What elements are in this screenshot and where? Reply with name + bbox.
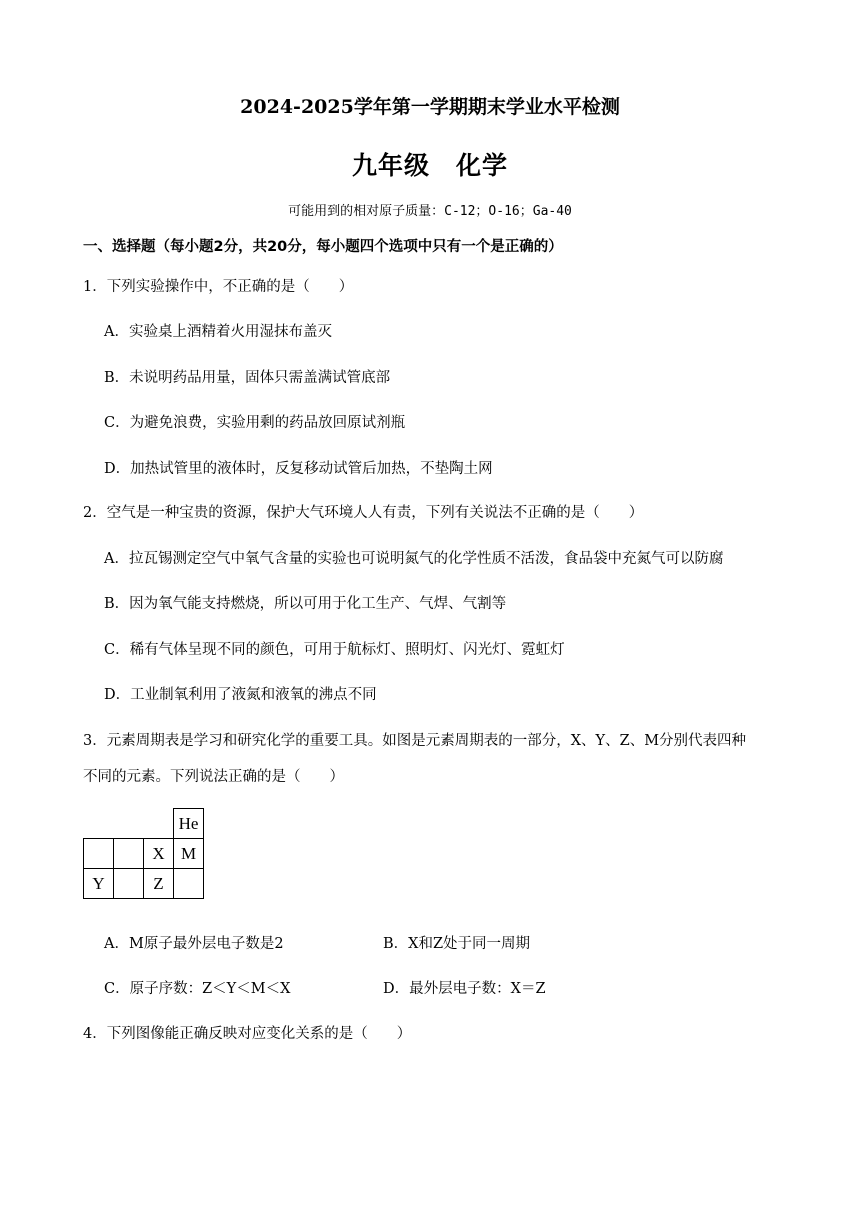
question-2-option-d: D．工业制氧利用了液氮和液氧的沸点不同 [104,687,377,703]
question-3-option-a: A．M原子最外层电子数是2 [104,936,284,952]
question-2-option-c: C．稀有气体呈现不同的颜色，可用于航标灯、照明灯、闪光灯、霓虹灯 [104,642,565,658]
exam-title: 2024-2025学年第一学期期末学业水平检测 [240,96,620,118]
question-3-option-d: D．最外层电子数：X＝Z [383,981,546,997]
exam-subtitle: 九年级 化学 [351,151,508,180]
pt-cell-r1c2 [114,809,144,839]
atomic-masses: 可能用到的相对原子质量：C-12；O-16；Ga-40 [288,204,572,219]
section-heading: 一、选择题（每小题2分，共20分，每小题四个选项中只有一个是正确的） [83,239,563,255]
question-1-option-c: C．为避免浪费，实验用剩的药品放回原试剂瓶 [104,415,406,431]
question-2-stem: 2．空气是一种宝贵的资源，保护大气环境人人有责，下列有关说法不正确的是（ ） [83,505,644,521]
pt-cell-z: Z [144,869,174,899]
pt-cell-x: X [144,839,174,869]
question-3-stem-line2: 不同的元素。下列说法正确的是（ ） [83,769,344,785]
pt-cell-r1c3 [144,809,174,839]
pt-cell-y: Y [84,869,114,899]
question-1-option-b: B．未说明药品用量，固体只需盖满试管底部 [104,370,391,386]
question-3-stem-line1: 3．元素周期表是学习和研究化学的重要工具。如图是元素周期表的一部分，X、Y、Z、M分别代表四种 [83,733,747,749]
question-3-option-c: C．原子序数：Z＜Y＜M＜X [104,981,291,997]
question-1-option-a: A．实验桌上酒精着火用湿抹布盖灭 [104,324,332,340]
pt-cell-r2c1 [84,839,114,869]
pt-cell-r1c1 [84,809,114,839]
question-4-stem: 4．下列图像能正确反映对应变化关系的是（ ） [83,1026,412,1042]
pt-cell-r2c2 [114,839,144,869]
pt-cell-he: He [174,809,204,839]
question-1-option-d: D．加热试管里的液体时，反复移动试管后加热，不垫陶土网 [104,461,493,477]
periodic-table-fragment [83,808,204,899]
question-2-option-b: B．因为氧气能支持燃烧，所以可用于化工生产、气焊、气割等 [104,596,507,612]
pt-cell-r3c2 [114,869,144,899]
pt-cell-r3c4 [174,869,204,899]
question-2-option-a: A．拉瓦锡测定空气中氧气含量的实验也可说明氮气的化学性质不活泼，食品袋中充氮气可以防腐 [104,551,724,567]
question-1-stem: 1．下列实验操作中，不正确的是（ ） [83,279,354,295]
pt-cell-m: M [174,839,204,869]
question-3-option-b: B．X和Z处于同一周期 [383,936,531,952]
